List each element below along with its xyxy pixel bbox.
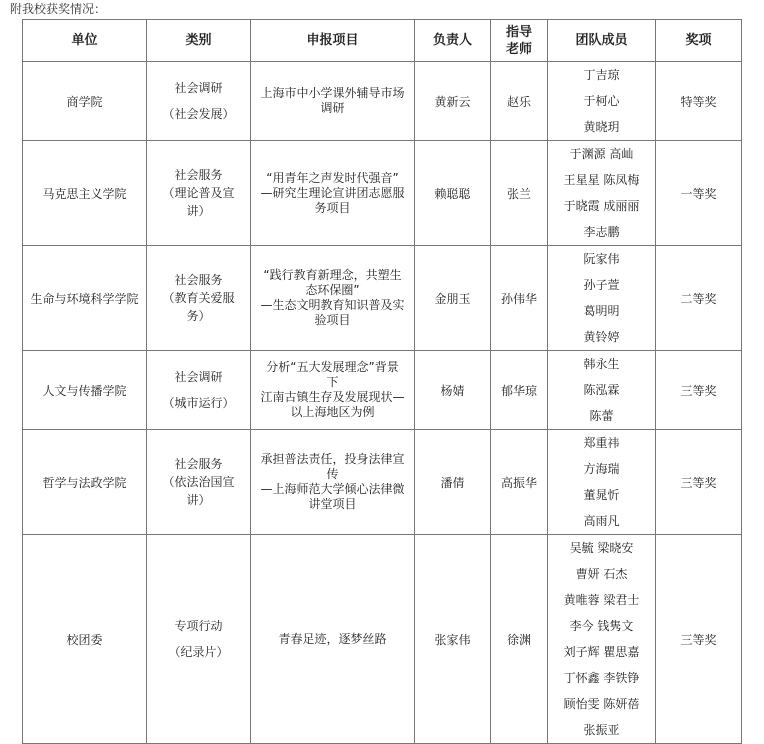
category-cell	[147, 430, 251, 535]
project-line: 态环保圈”	[305, 283, 360, 297]
project-line: “践行教育新理念，共塑生	[263, 268, 402, 282]
members-cell	[548, 246, 656, 351]
member-line: 李志鹏	[583, 225, 620, 239]
category-line: （纪录片）	[168, 645, 229, 659]
project-line: 江南古镇生存及发展现状—	[260, 390, 405, 404]
member-line: 于柯心	[583, 94, 620, 108]
advisor-cell: 孙伟华	[491, 246, 548, 351]
category-cell	[147, 535, 251, 744]
header-advisor-line: 老师	[505, 41, 532, 57]
category-line: 社会服务	[174, 273, 223, 287]
project-line: 青春足迹，逐梦丝路	[278, 631, 387, 646]
category-line: 社会调研	[174, 81, 223, 95]
table-row	[23, 535, 742, 744]
leader-cell: 金朋玉	[415, 246, 491, 351]
advisor-cell: 郁华琼	[491, 351, 548, 430]
category-cell	[147, 246, 251, 351]
project-line: 调研	[320, 101, 345, 115]
project-line: —生态文明教育知识普及实	[260, 298, 405, 312]
advisor-cell: 高振华	[491, 430, 548, 535]
header-unit: 单位	[23, 20, 147, 62]
member-line: 董晁忻	[583, 488, 620, 502]
member-line: 黄唯蓉 梁君士	[563, 593, 640, 607]
member-line: 高雨凡	[583, 514, 620, 528]
category-line: （依法治国宣	[162, 475, 235, 489]
award-cell: 三等奖	[656, 351, 742, 430]
leader-cell: 张家伟	[415, 535, 491, 744]
category-line: 社会调研	[174, 370, 223, 384]
members-cell	[548, 351, 656, 430]
project-line: 承担普法责任，投身法律宣	[260, 452, 405, 466]
award-cell: 三等奖	[656, 430, 742, 535]
header-category: 类别	[147, 20, 251, 62]
project-line: 上海市中小学课外辅导市场	[260, 86, 405, 100]
category-cell	[147, 351, 251, 430]
unit-cell: 马克思主义学院	[23, 141, 147, 246]
member-line: 葛明明	[583, 304, 620, 318]
category-cell	[147, 62, 251, 141]
category-line: 讲）	[186, 204, 211, 218]
project-line: —研究生理论宣讲团志愿服	[260, 185, 405, 200]
project-line: 务项目	[314, 200, 351, 215]
table-row	[23, 141, 742, 246]
unit-cell: 生命与环境科学学院	[23, 246, 147, 351]
members-cell	[548, 430, 656, 535]
project-line: “用青年之声发时代强音”	[266, 170, 399, 185]
member-line: 陈泓霖	[583, 383, 620, 397]
project-line: —上海师范大学倾心法律微	[260, 482, 405, 496]
members-cell	[548, 141, 656, 246]
member-line: 阮家伟	[583, 252, 620, 266]
header-award: 奖项	[656, 20, 742, 62]
advisor-cell: 张兰	[491, 141, 548, 246]
awards-table	[22, 19, 742, 744]
category-line: 讲）	[186, 493, 211, 507]
member-line: 于晓霞 成丽丽	[563, 199, 640, 213]
members-cell	[548, 62, 656, 141]
project-cell	[251, 535, 415, 744]
advisor-cell: 徐渊	[491, 535, 548, 744]
award-cell: 一等奖	[656, 141, 742, 246]
leader-cell: 黄新云	[415, 62, 491, 141]
category-line: （理论普及宣	[162, 186, 235, 200]
member-line: 李今 钱隽文	[569, 619, 634, 633]
category-line: 社会服务	[174, 457, 223, 471]
table-row	[23, 351, 742, 430]
table-header-row	[23, 20, 742, 62]
project-line: 以上海地区为例	[290, 405, 375, 419]
category-cell	[147, 141, 251, 246]
unit-cell: 校团委	[23, 535, 147, 744]
header-advisor	[491, 20, 548, 62]
project-cell	[251, 246, 415, 351]
leader-cell: 赖聪聪	[415, 141, 491, 246]
member-line: 刘子辉 瞿思嘉	[563, 645, 640, 659]
category-line: （城市运行）	[162, 396, 235, 410]
project-cell	[251, 351, 415, 430]
member-line: 张振亚	[583, 723, 620, 737]
project-cell	[251, 141, 415, 246]
member-line: 黄晓玥	[583, 120, 620, 134]
members-cell	[548, 535, 656, 744]
project-cell	[251, 430, 415, 535]
header-members: 团队成员	[548, 20, 656, 62]
table-row	[23, 246, 742, 351]
header-advisor-line: 指导	[505, 24, 532, 40]
project-line: 讲堂项目	[308, 497, 357, 511]
member-line: 韩永生	[583, 357, 620, 371]
member-line: 丁怀鑫 李铁铮	[563, 671, 640, 685]
member-line: 郑重祎	[583, 436, 620, 450]
project-line: 传	[326, 467, 339, 481]
project-line: 验项目	[314, 313, 351, 327]
member-line: 陈蕾	[589, 409, 614, 423]
member-line: 孙子萱	[583, 278, 620, 292]
member-line: 曹妍 石杰	[575, 567, 628, 581]
category-line: （社会发展）	[162, 107, 235, 121]
member-line: 吴毓 梁晓安	[569, 541, 634, 555]
project-line: 下	[326, 375, 339, 389]
project-line: 分析“五大发展理念”背景	[266, 360, 399, 374]
award-cell: 三等奖	[656, 535, 742, 744]
intro-text: 附我校获奖情况：	[10, 2, 107, 16]
award-cell: 二等奖	[656, 246, 742, 351]
member-line: 顾怡雯 陈妍蓓	[563, 697, 640, 711]
unit-cell: 商学院	[23, 62, 147, 141]
leader-cell: 潘倩	[415, 430, 491, 535]
member-line: 王星星 陈凤梅	[563, 173, 640, 187]
category-line: 务）	[186, 309, 211, 323]
member-line: 方海瑞	[583, 462, 620, 476]
table-row	[23, 62, 742, 141]
leader-cell: 杨婧	[415, 351, 491, 430]
table-row	[23, 430, 742, 535]
category-line: 专项行动	[174, 619, 223, 633]
category-line: （教育关爱服	[162, 291, 235, 305]
award-cell: 特等奖	[656, 62, 742, 141]
unit-cell: 人文与传播学院	[23, 351, 147, 430]
header-leader: 负责人	[415, 20, 491, 62]
member-line: 丁吉琼	[583, 68, 620, 82]
member-line: 于渊源 高屾	[569, 147, 634, 161]
advisor-cell: 赵乐	[491, 62, 548, 141]
member-line: 黄铃婷	[583, 330, 620, 344]
category-line: 社会服务	[174, 168, 223, 182]
project-cell	[251, 62, 415, 141]
header-project: 申报项目	[251, 20, 415, 62]
unit-cell: 哲学与法政学院	[23, 430, 147, 535]
